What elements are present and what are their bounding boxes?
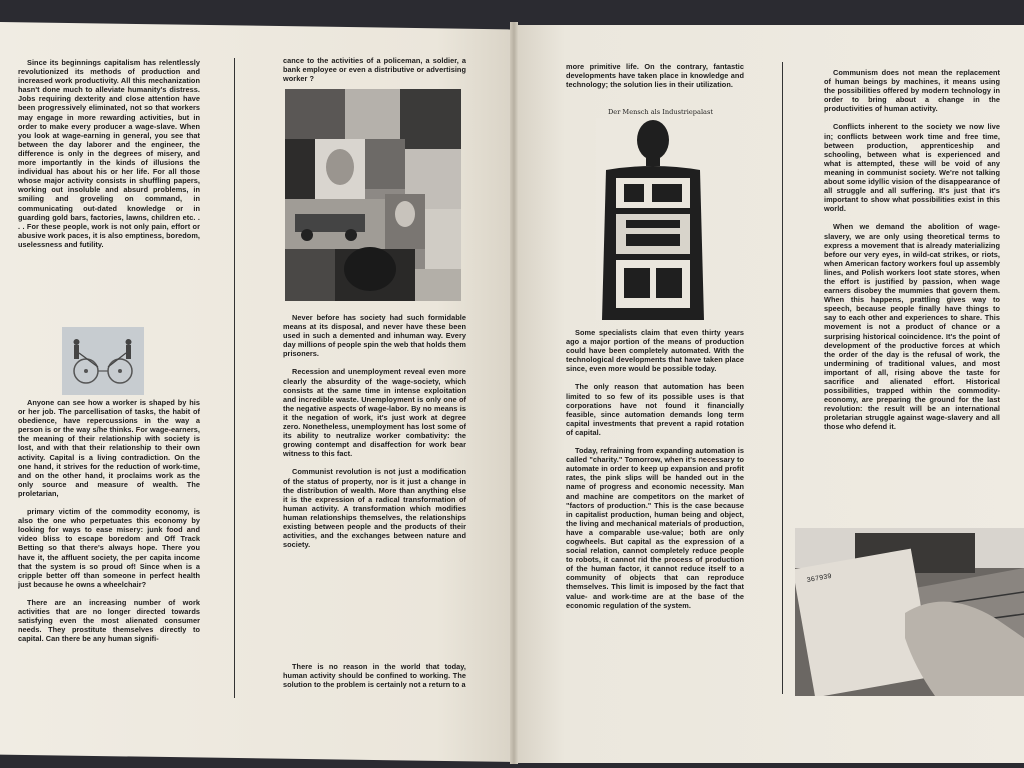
column-1-paragraph-3: primary victim of the commodity economy, is also the one who perpetuates this economy by looking for ways to ease misery: junk food and video bliss to escape boredom and Off Track Betting so that there's always hope. There you have it, the affluent society, the per capita income that the system is so proud of! Since when is a cripple better off than someone in perfect health just because he owns a wheelchair? <box>18 507 200 589</box>
column-2-paragraph-4: Communist revolution is not just a modification of the status of property, nor is it just a change in the distribution of wealth. More than anything else it is the expression of a radical transformation of human activity. A transformation which modifies human relationships themselves, the relationships existing between people and the products of their activities, and the exchanges between nature and society. <box>283 467 466 550</box>
page-fold <box>510 22 518 764</box>
column-1-paragraph-1: Since its beginnings capitalism has relentlessly revolutionized its methods of production and increased work productivity. All this mechanization hasn't done much to alleviate humanity's distress. Jobs requiring dexterity and close attention have been progressively eliminated, not so that workers may engage in more rewarding activities, but in order to make every producer a wage-slave. When you look at wage-earning in general, you see that between the day laborer and the engineer, the difference is only in the degrees of misery, and more importantly in the kinds of illusions the individual has about his or her life. For all those whose major activity consists in shuffling papers, working out insoluble and absurd problems, in smiling and groveling on command, in communicating out-dated knowledge or in guarding gold bars, factories, lawns, children etc. . . . For these people, work is not only pain, effort or abusive work paces, it is also emptiness, boredom, uselessness and futility. <box>18 58 200 249</box>
column-3b <box>566 328 744 708</box>
column-4-paragraph-1: Communism does not mean the replacement of human beings by machines, it means using the possibilities offered by modern technology in order to bring about a change in the productivities of human activity. <box>824 68 1000 114</box>
column-4 <box>824 68 1000 518</box>
robot-diagram <box>596 118 710 320</box>
column-3-paragraph-2: Some specialists claim that even thirty years ago a major portion of the means of production could have been completely automated. With the technological developments that have taken place since, even more would be possible today. <box>566 328 744 374</box>
paycheck-photo <box>795 528 1024 696</box>
column-4-paragraph-3: When we demand the abolition of wage-slavery, we are only using theoretical terms to express a movement that is already materializing before our very eyes, in wild-cat strikes, or riots, when American factory workers foul up assembly lines, and Polish workers loot state stores, when the effort is justified by passion, when wage earners disobey the mummies that govern them. When this happens, prattling gives way to speech, because people finally have things to say to each other and experiences to share. This movement is not a product of chance or a surprising historical coincidence. It's the point of development of the productive forces at which the order of the day is the refusal of work, the undermining of traditional values, and most important of all, rising above the taste for sacrifice and alienated effort. Historical possibilities, trapped within the commodity-economy, are preparing the ground for the last revolution: the result will be an international proletarian struggle against wage-slavery and all those who defend it. <box>824 222 1000 432</box>
column-2b <box>283 313 466 633</box>
column-4-paragraph-2: Conflicts inherent to the society we now live in; conflicts between work time and free time, between production, apprenticeship and schooling, between what is experienced and what is attempted, these will be void of any meaning in communist society. We're not talking about some idyllic vision of the disappearance of all struggle and all suffering. It's just that it's important to show what possibilities exist in this world. <box>824 122 1000 214</box>
column-2 <box>283 56 466 86</box>
column-2-paragraph-3: Recession and unemployment reveal even more clearly the absurdity of the wage-society, which consists at the same time in intense exploitation and incredible waste. Unemployment is only one of the negative aspects of wage-labor. By no means is it the negation of work, it's just work at degree zero. Nonetheless, unemployment has lost some of its ability to neutralize worker combativity: the growing contempt and disaffection for work bear witness to this fact. <box>283 367 466 459</box>
column-1 <box>18 58 200 328</box>
column-2c <box>283 662 466 702</box>
column-2-paragraph-2: Never before has society had such formidable means at its disposal, and never have these been used in such a demented and inhuman way. Every day millions of people spin the web that holds them prisoners. <box>283 313 466 359</box>
column-3-paragraph-3: The only reason that automation has been limited to so few of its possible uses is that corporations have not found it financially feasible, since automation demands long term capital investments that prevent a rapid rotation of capital. <box>566 382 744 437</box>
robot-diagram-caption: Der Mensch als Industriepalast <box>608 108 714 116</box>
column-1-paragraph-4: There are an increasing number of work activities that are no longer directed towards satisfying even the most alienated consumer needs. They prostitute themselves directly to capital. Can there be any human signifi- <box>18 597 200 644</box>
column-2-paragraph-5: There is no reason in the world that today, human activity should be confined to working. The solution to the problem is certainly not a return to a <box>283 662 466 690</box>
column-divider-2 <box>782 62 783 694</box>
column-1b <box>18 398 200 708</box>
column-3-paragraph-1: more primitive life. On the contrary, fantastic developments have taken place in knowledge and technology; the solution lies in their utilization. <box>566 62 744 90</box>
column-1-paragraph-2: Anyone can see how a worker is shaped by his or her job. The parcellisation of tasks, the habit of obedience, have repercussions in the way a person is or the way s/he thinks. For wage-earners, the meaning of their relationship with society is lost, and with that their relationship to their own activity. Capital is a living contradiction. On the one hand, it strives for the reduction of work-time, and on the other hand, it proclaims work as the only source and measure of wealth. The proletarian, <box>18 398 200 498</box>
paycheck-number: 367939 <box>806 572 833 586</box>
column-divider-1 <box>234 58 235 698</box>
column-3-paragraph-4: Today, refraining from expanding automation is called "charity." Tomorrow, when it's necessary to automate in order to keep up expansion and profit rates, the pink slips will be handed out in the name of progress and economic necessity. Man and machine are competitors on the market of "factors of production." This is the case because in capitalist production, human being and object, the living and mechanical materials of production, have a comparable use-value; both are only cogwheels. But capital as the expression of a social relation, cannot completely reduce people to robots, it cannot rid the process of production of the human factor, it cannot reduce itself to a community of objects that can reproduce themselves. This limit is imposed by the fact that value- and work-time are at the base of the economic regulation of the system. <box>566 446 744 610</box>
column-2-paragraph-1: cance to the activities of a policeman, a soldier, a bank employee or even a distributive or advertising worker ? <box>283 56 466 84</box>
workers-illustration <box>62 327 144 395</box>
column-3 <box>566 62 744 102</box>
collage-image <box>285 89 461 301</box>
